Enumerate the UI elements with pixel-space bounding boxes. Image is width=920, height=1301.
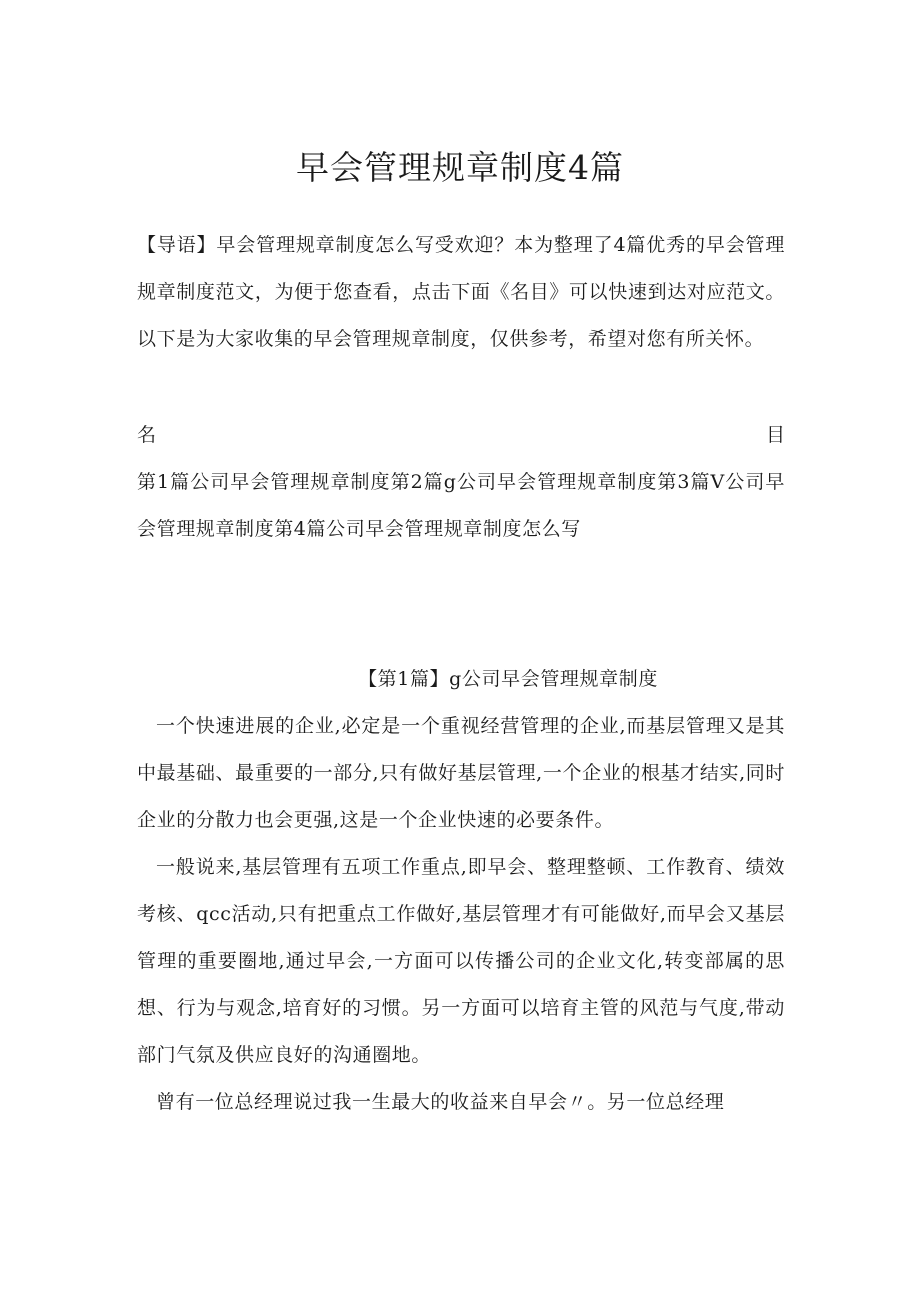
body-paragraph-3: 曾有一位总经理说过我一生最大的收益来自早会〃。另一位总经理 xyxy=(156,1091,725,1113)
intro-paragraph: 【导语】早会管理规章制度怎么写受欢迎？本为整理了4篇优秀的早会管理规章制度范文，为便于您查看，点击下面《名目》可以快速到达对应范文。以下是为大家收集的早会管理规章制度，仅供参考，希望对您有所关怀。 xyxy=(137,234,785,350)
document-title: 早会管理规章制度4篇 xyxy=(296,148,624,187)
body-paragraph-2: 一般说来,基层管理有五项工作重点,即早会、整理整顿、工作教育、绩效考核、qcc活动,只有把重点工作做好,基层管理才有可能做好,而早会又基层管理的重要圈地,通过早会,一方面可以传播公司的企业文化,转变部属的思想、行为与观念,培育好的习惯。另一方面可以培育主管的风范与气度,带动部门气氛及供应良好的沟通圈地。 xyxy=(137,856,785,1066)
section-body xyxy=(137,703,785,1126)
body-paragraph-1: 一个快速进展的企业,必定是一个重视经营管理的企业,而基层管理又是其中最基础、最重要的一部分,只有做好基层管理,一个企业的根基才结实,同时企业的分散力也会更强,这是一个企业快速的必要条件。 xyxy=(137,715,785,831)
toc-entries[interactable]: 第1篇公司早会管理规章制度第2篇g公司早会管理规章制度第3篇V公司早会管理规章制度第4篇公司早会管理规章制度怎么写 xyxy=(137,471,785,540)
section-title: 【第1篇】g公司早会管理规章制度 xyxy=(358,668,658,690)
toc-heading-right: 目 xyxy=(765,424,785,446)
toc-heading xyxy=(137,412,785,459)
toc-heading-left: 名 xyxy=(137,424,157,446)
